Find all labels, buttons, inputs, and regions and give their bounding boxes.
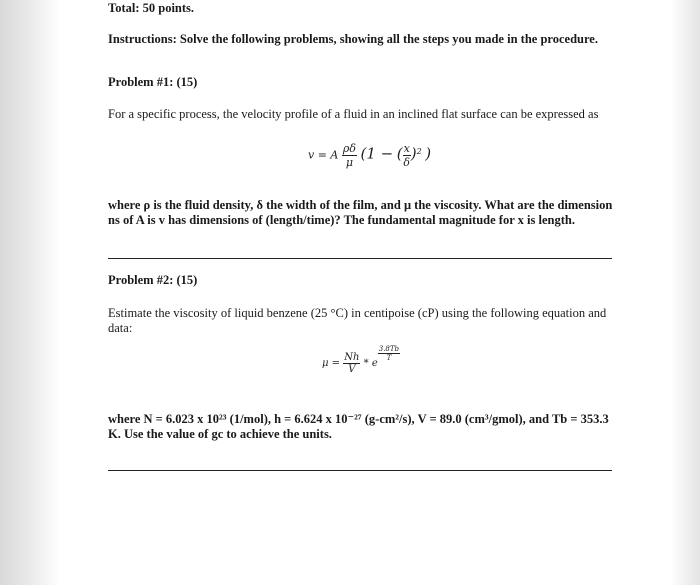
eq2-exponent [378, 345, 400, 362]
eq1-inner-numerator: x [403, 142, 410, 155]
eq1-lhs: v = A [308, 148, 339, 162]
eq1-bracket-open: (1 − [360, 144, 394, 163]
eq2-exponent-numerator: 3.8Tb [378, 345, 400, 353]
eq2-fraction [343, 352, 360, 375]
problem-1-body: where ρ is the fluid density, δ the width of the film, and μ the viscosity. What are the dimension ns of A is v has dimensions of (length/time)? The fundamental magnitude for x is length. [108, 198, 613, 227]
problem-1-equation: v = A $\frac{\rho\delta}{\mu}$ (1 − ( $\frac{x}{\delta}$ )$^2$ ) [308, 142, 432, 169]
eq2-numerator: Nh [344, 352, 360, 363]
problem-1-intro: For a specific process, the velocity profile of a fluid in an inclined flat surface can be expressed as [108, 107, 599, 121]
eq1-denominator: μ [345, 156, 353, 169]
problem-2-title: Problem #2: (15) [108, 273, 198, 287]
problem-2-intro: Estimate the viscosity of liquid benzene (25 °C) in centipoise (cP) using the following equation and data: [108, 306, 607, 335]
eq1-numerator: ρδ [342, 142, 356, 155]
eq1-fraction [342, 142, 357, 169]
eq1-exponent: 2 [416, 146, 422, 156]
page-shadow-right [670, 0, 700, 585]
eq2-lhs: μ = [322, 358, 341, 369]
page-shadow-left [0, 0, 60, 585]
bottom-divider [108, 470, 612, 471]
eq2-mid: * e [363, 358, 378, 369]
eq2-exponent-denominator: T [386, 354, 392, 362]
eq1-inner-denominator: δ [403, 156, 410, 169]
problem-1-title: Problem #1: (15) [108, 75, 198, 89]
eq1-bracket-close: ) [425, 144, 432, 163]
eq2-denominator: V [348, 364, 356, 375]
problem-2-data: where N = 6.023 x 10²³ (1/mol), h = 6.624 x 10⁻²⁷ (g-cm²/s), V = 89.0 (cm³/gmol), and Tb = 353.3 K. Use the value of gc to achieve the units. [108, 412, 609, 441]
problem-2-equation [322, 345, 400, 375]
instructions: Instructions: Solve the following problems, showing all the steps you made in the procedure. [108, 32, 598, 46]
eq1-inner-fraction [403, 142, 411, 169]
section-divider [108, 258, 612, 259]
total-points: Total: 50 points. [108, 1, 195, 15]
